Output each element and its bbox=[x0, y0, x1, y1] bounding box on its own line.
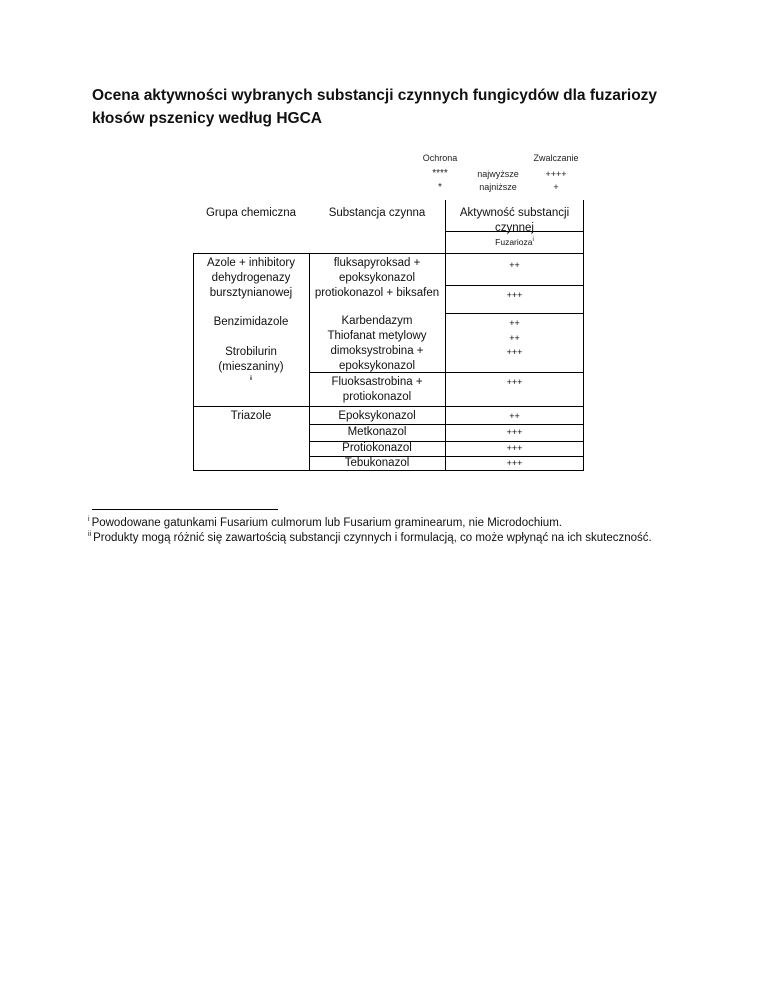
substance-row: Metkonazol bbox=[347, 426, 407, 438]
score-cell: ++ bbox=[509, 318, 520, 328]
header-activity: Aktywność substancji czynnej bbox=[459, 207, 570, 234]
substance-row: Protiokonazol bbox=[342, 442, 412, 454]
legend-zwalczanie: Zwalczanie bbox=[533, 153, 579, 163]
legend-zwalczanie-high: ++++ bbox=[545, 169, 567, 179]
score-cell: +++ bbox=[506, 427, 523, 437]
score-cell: +++ bbox=[506, 443, 523, 453]
footnote-i: $^i$ Powodowane gatunkami Fusarium culmorum lub Fusarium graminearum, nie Microdochium. bbox=[88, 516, 562, 529]
group-strobilurin-footnote-mark: ii bbox=[249, 376, 253, 382]
group-strobilurin-label: Strobilurin (mieszaniny) bbox=[218, 346, 284, 373]
score-cell: +++ bbox=[506, 290, 523, 300]
substance-row: protiokonazol + biksafen bbox=[314, 287, 440, 299]
score-cell: ++ bbox=[509, 411, 520, 421]
group-strobilurin bbox=[193, 345, 309, 383]
legend-ochrona-high: **** bbox=[432, 168, 448, 179]
legend-label-low: najniższe bbox=[479, 182, 517, 192]
group-benzimidazole: Benzimidazole bbox=[213, 316, 289, 328]
legend-label-high: najwyższe bbox=[477, 169, 519, 179]
substance-row: Thiofanat metylowy bbox=[327, 330, 427, 342]
group-triazole: Triazole bbox=[230, 410, 272, 422]
footnote-separator bbox=[92, 509, 278, 510]
header-substance: Substancja czynna bbox=[328, 207, 426, 219]
group-azole: Azole + inhibitory dehydrogenazy bursztynianowej bbox=[207, 257, 295, 299]
legend-ochrona: Ochrona bbox=[422, 153, 458, 163]
score-cell: +++ bbox=[506, 377, 523, 387]
legend-zwalczanie-low: + bbox=[553, 182, 559, 192]
substance-row: Karbendazym bbox=[341, 315, 413, 327]
substance-row: dimoksystrobina + epoksykonazol bbox=[330, 345, 424, 372]
score-cell: ++ bbox=[509, 260, 520, 270]
document-title: Ocena aktywności wybranych substancji czynnych fungicydów dla fuzariozy kłosów pszenicy według HGCA bbox=[92, 87, 658, 127]
substance-row: Tebukonazol bbox=[344, 457, 410, 469]
substance-row: fluksapyroksad + epoksykonazol bbox=[333, 257, 421, 284]
footnote-ii: $^{ii}$ Produkty mogą różnić się zawartością substancji czynnych i formulacją, co może wpłynąć na ich skuteczność. bbox=[88, 531, 652, 544]
substance-row: Epoksykonazol bbox=[338, 410, 416, 422]
legend-ochrona-low: * bbox=[438, 182, 442, 193]
header-group: Grupa chemiczna bbox=[205, 207, 297, 219]
score-cell: ++ bbox=[509, 333, 520, 343]
score-cell: +++ bbox=[506, 458, 523, 468]
substance-row: Fluoksastrobina + protiokonazol bbox=[331, 376, 423, 403]
score-cell: +++ bbox=[506, 347, 523, 357]
header-fuzarioza: Fuzarioza$^i$ bbox=[495, 236, 534, 247]
